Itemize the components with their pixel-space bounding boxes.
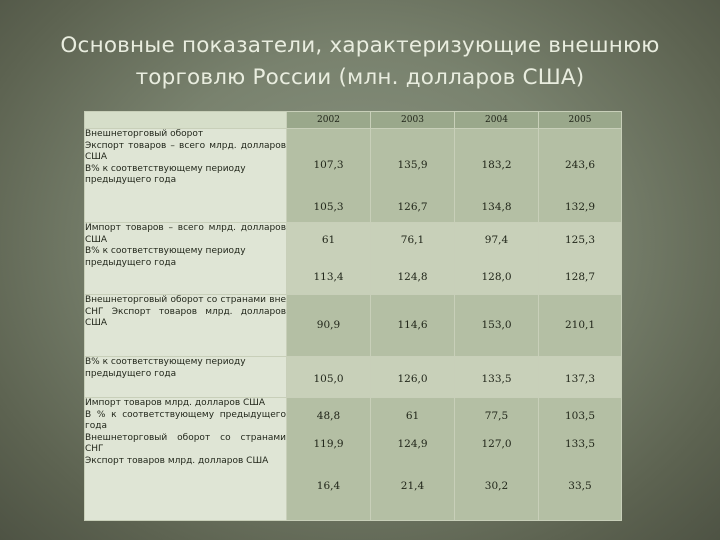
title-line-1: Основные показатели, характеризующие внешнюю [60, 33, 660, 58]
value: 97,4 [484, 234, 509, 246]
value-cell [287, 357, 371, 398]
value-cell [539, 357, 622, 398]
value: 135,9 [397, 159, 428, 171]
trade-indicators-table [84, 111, 622, 521]
value: 137,3 [564, 373, 596, 385]
row-label: В % к соответствующему предыдущего года [85, 409, 286, 431]
value: 61 [321, 234, 336, 246]
row-label: Внешнеторговый оборот [85, 129, 204, 139]
value: 76,1 [400, 234, 425, 246]
row-label: В% к соответствующему периоду предыдущего года [85, 163, 246, 185]
value-cell [539, 223, 622, 295]
table-row [85, 295, 622, 357]
value: 48,8 [316, 410, 341, 422]
value: 153,0 [481, 319, 512, 331]
value: 126,0 [397, 373, 428, 385]
value: 126,7 [397, 201, 428, 213]
value: 125,3 [564, 234, 596, 246]
year-header: 2003 [371, 112, 455, 129]
row-label: Внешнеторговый оборот со странами вне СНГ Экспорт товаров млрд. долларов США [85, 295, 286, 328]
value: 132,9 [564, 201, 596, 213]
value: 107,3 [313, 159, 344, 171]
value: 61 [405, 410, 420, 422]
value: 127,0 [481, 438, 512, 450]
row-label-cell [85, 129, 287, 223]
value-cell [539, 129, 622, 223]
value-cell [287, 223, 371, 295]
year-header: 2004 [455, 112, 539, 129]
value: 243,6 [564, 159, 596, 171]
value: 77,5 [484, 410, 509, 422]
value: 113,4 [313, 271, 344, 283]
row-label-cell [85, 398, 287, 521]
row-label-cell [85, 295, 287, 357]
value: 124,9 [397, 438, 428, 450]
value-cell [371, 129, 455, 223]
row-label-cell [85, 223, 287, 295]
value-cell [455, 129, 539, 223]
value-cell [287, 295, 371, 357]
value: 90,9 [316, 319, 341, 331]
table-row [85, 223, 622, 295]
value: 128,7 [564, 271, 596, 283]
value: 16,4 [316, 480, 341, 492]
table-row [85, 357, 622, 398]
value-cell [371, 398, 455, 521]
value-cell [455, 223, 539, 295]
slide-title [30, 30, 690, 94]
value-cell [287, 398, 371, 521]
value-cell [371, 357, 455, 398]
row-label: В% к соответствующему периоду предыдущего года [85, 357, 246, 379]
row-label: В% к соответствующему периоду предыдущего года [85, 246, 246, 268]
value: 210,1 [564, 319, 596, 331]
value: 33,5 [568, 480, 592, 492]
value: 133,5 [481, 373, 512, 385]
row-label-cell [85, 357, 287, 398]
value-cell [371, 223, 455, 295]
value: 30,2 [484, 480, 509, 492]
value: 103,5 [564, 410, 596, 422]
value-cell [539, 398, 622, 521]
value: 128,0 [481, 271, 512, 283]
table-corner-cell [85, 112, 287, 129]
value: 183,2 [481, 159, 512, 171]
value-cell [287, 129, 371, 223]
value-cell [455, 357, 539, 398]
value: 114,6 [397, 319, 428, 331]
value: 119,9 [313, 438, 344, 450]
value: 134,8 [481, 201, 512, 213]
value-cell [455, 398, 539, 521]
value: 133,5 [564, 438, 596, 450]
row-label: Экспорт товаров млрд. долларов США [85, 455, 269, 466]
value-cell [539, 295, 622, 357]
value-cell [371, 295, 455, 357]
table-header-row [85, 112, 622, 129]
value: 124,8 [397, 271, 428, 283]
row-label: Импорт товаров млрд. долларов США [85, 398, 266, 408]
value-cell [455, 295, 539, 357]
row-label: Экспорт товаров – всего млрд. долларов США [85, 140, 286, 162]
year-header: 2002 [287, 112, 371, 129]
value: 105,3 [313, 201, 344, 213]
value: 105,0 [313, 373, 344, 385]
table-row [85, 398, 622, 521]
value: 21,4 [400, 480, 425, 492]
row-label: Внешнеторговый оборот со странами СНГ [85, 432, 286, 454]
year-header: 2005 [539, 112, 622, 129]
table-row [85, 129, 622, 223]
title-line-2: торговлю России (млн. долларов США) [135, 65, 585, 90]
row-label: Импорт товаров – всего млрд. долларов США [85, 223, 286, 245]
